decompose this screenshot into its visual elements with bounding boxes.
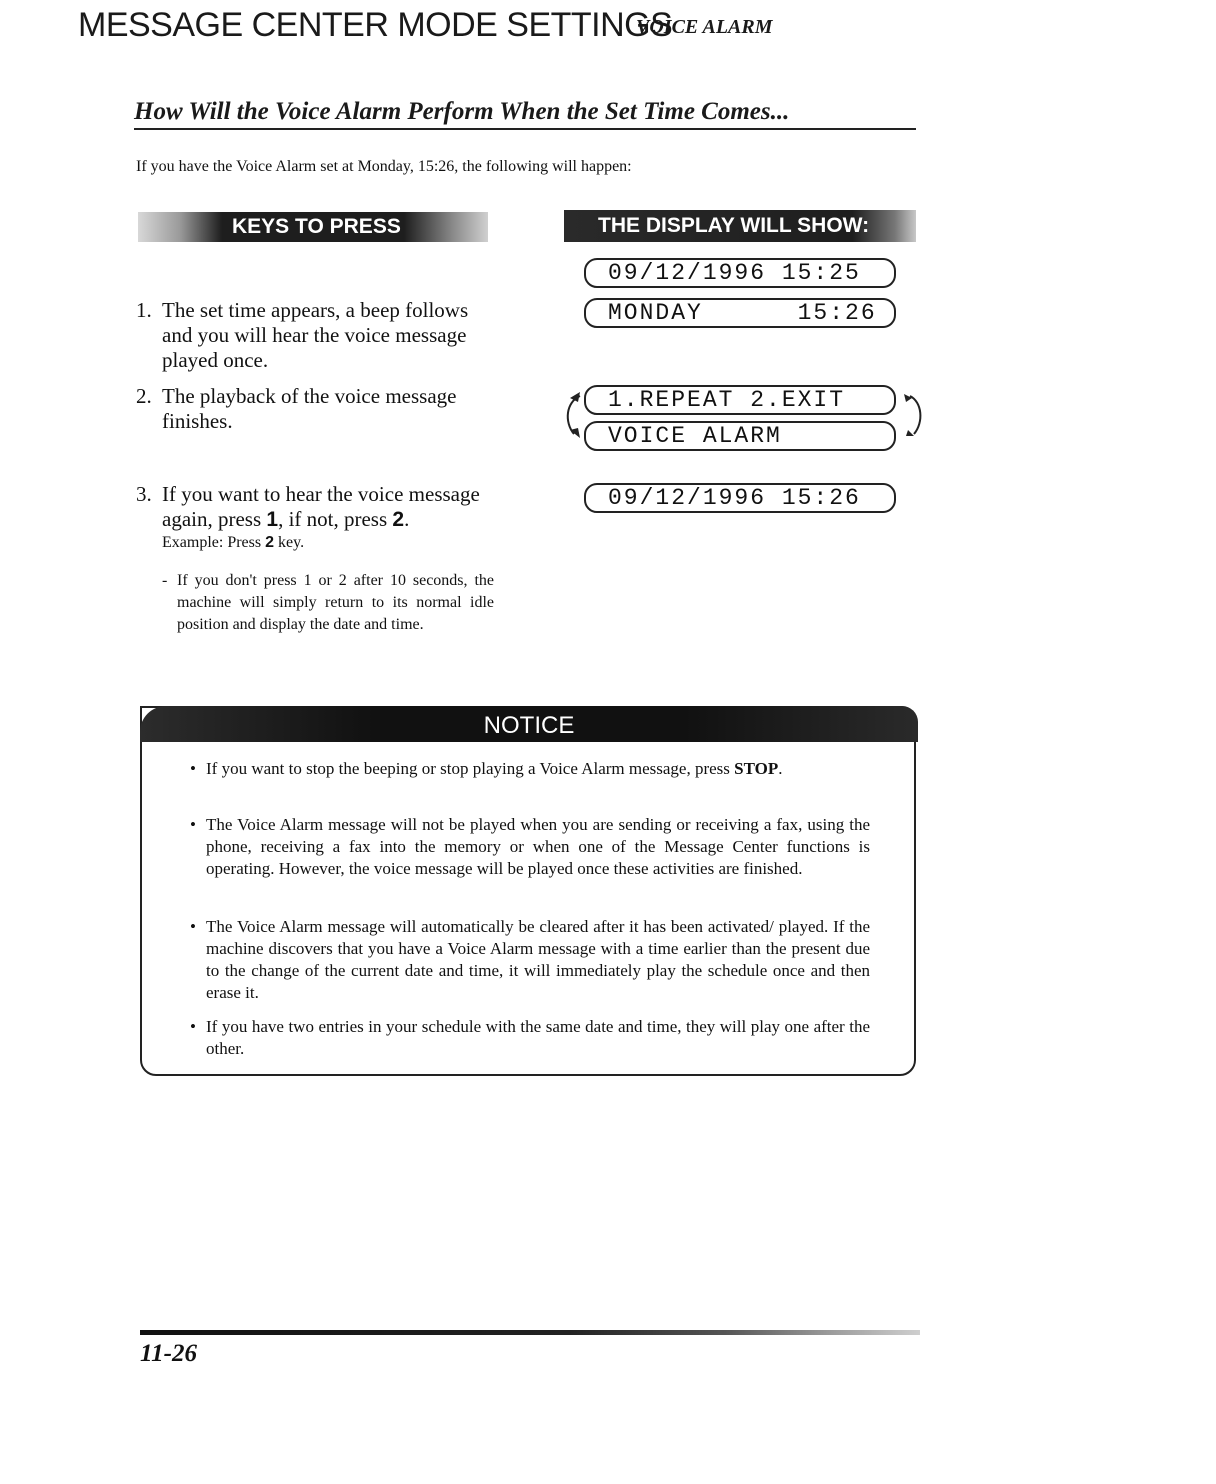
step-3-note-text: If you don't press 1 or 2 after 10 seconds, the machine will simply return to its normal idle position and display the date and time. [177, 572, 494, 633]
lcd-display-line: 09/12/1996 15:25 [584, 258, 896, 288]
section-intro: If you have the Voice Alarm set at Monday, 15:26, the following will happen: [136, 158, 632, 175]
display-will-show-banner [564, 210, 916, 242]
step-3 [136, 482, 496, 554]
example-key: 2 [265, 534, 274, 551]
notice-item [190, 814, 870, 880]
notice-item-text: If you have two entries in your schedule with the same date and time, they will play one after the other. [206, 1017, 870, 1058]
keys-to-press-banner [138, 212, 488, 242]
notice-item [190, 758, 870, 780]
bullet-icon: • [190, 815, 196, 834]
stop-key-label: STOP [734, 759, 779, 778]
bullet-icon: • [190, 1017, 196, 1036]
step-1 [136, 298, 496, 373]
step-number: 2. [136, 384, 152, 408]
bullet-icon: • [190, 917, 196, 936]
step-number: 3. [136, 482, 152, 506]
step-text-part: . [404, 507, 410, 531]
display-will-show-label: THE DISPLAY WILL SHOW: [598, 214, 870, 237]
step-text: The playback of the voice message finishes. [162, 384, 457, 433]
page-header-subtitle: VOICE ALARM [636, 16, 773, 38]
notice-text-part: If you want to stop the beeping or stop playing a Voice Alarm message, press [206, 759, 735, 778]
alternating-display-arrows-icon [556, 380, 936, 452]
notice-item-text: The Voice Alarm message will not be played when you are sending or receiving a fax, using the phone, receiving a fax into the memory or when one of the Message Center functions is operating. However, the voice message will be played once these activities are finished. [206, 815, 870, 878]
notice-item [190, 1016, 870, 1060]
page-number: 11-26 [140, 1340, 197, 1367]
notice-title: NOTICE [483, 712, 575, 739]
notice-item-text [206, 758, 870, 780]
lcd-display-line: VOICE ALARM [584, 421, 896, 451]
key-2-label: 2 [392, 508, 405, 531]
step-text [162, 482, 496, 554]
keys-to-press-label: KEYS TO PRESS [232, 215, 401, 238]
footer-rule [140, 1330, 920, 1335]
step-text: The set time appears, a beep follows and you will hear the voice message played once. [162, 298, 469, 372]
lcd-display-line: 09/12/1996 15:26 [584, 483, 896, 513]
dash-marker: - [162, 572, 168, 589]
step-2 [136, 384, 496, 434]
key-1-label: 1 [266, 508, 279, 531]
step-example [162, 532, 496, 554]
section-title: How Will the Voice Alarm Perform When the Set Time Comes... [134, 98, 916, 130]
notice-item [190, 916, 870, 1004]
notice-title-bar [140, 706, 918, 742]
bullet-icon: • [190, 759, 196, 778]
lcd-display-line: MONDAY 15:26 [584, 298, 896, 328]
notice-text-part: . [778, 759, 783, 778]
step-number: 1. [136, 298, 152, 322]
lcd-display-line: 1.REPEAT 2.EXIT [584, 385, 896, 415]
example-text: Example: Press [162, 534, 266, 551]
step-3-note [162, 570, 494, 636]
step-text-part: If you want to hear the voice message again, press [162, 482, 480, 531]
example-text: key. [274, 534, 305, 551]
step-text-part: , if not, press [278, 507, 393, 531]
page-header-title: MESSAGE CENTER MODE SETTINGS [78, 6, 673, 44]
notice-item-text: The Voice Alarm message will automatically be cleared after it has been activated/ played. If the machine discovers that you have a Voice Alarm message with a time earlier than the present due to the change of the current date and time, it will immediately play the schedule once and then erase it. [206, 917, 870, 1002]
